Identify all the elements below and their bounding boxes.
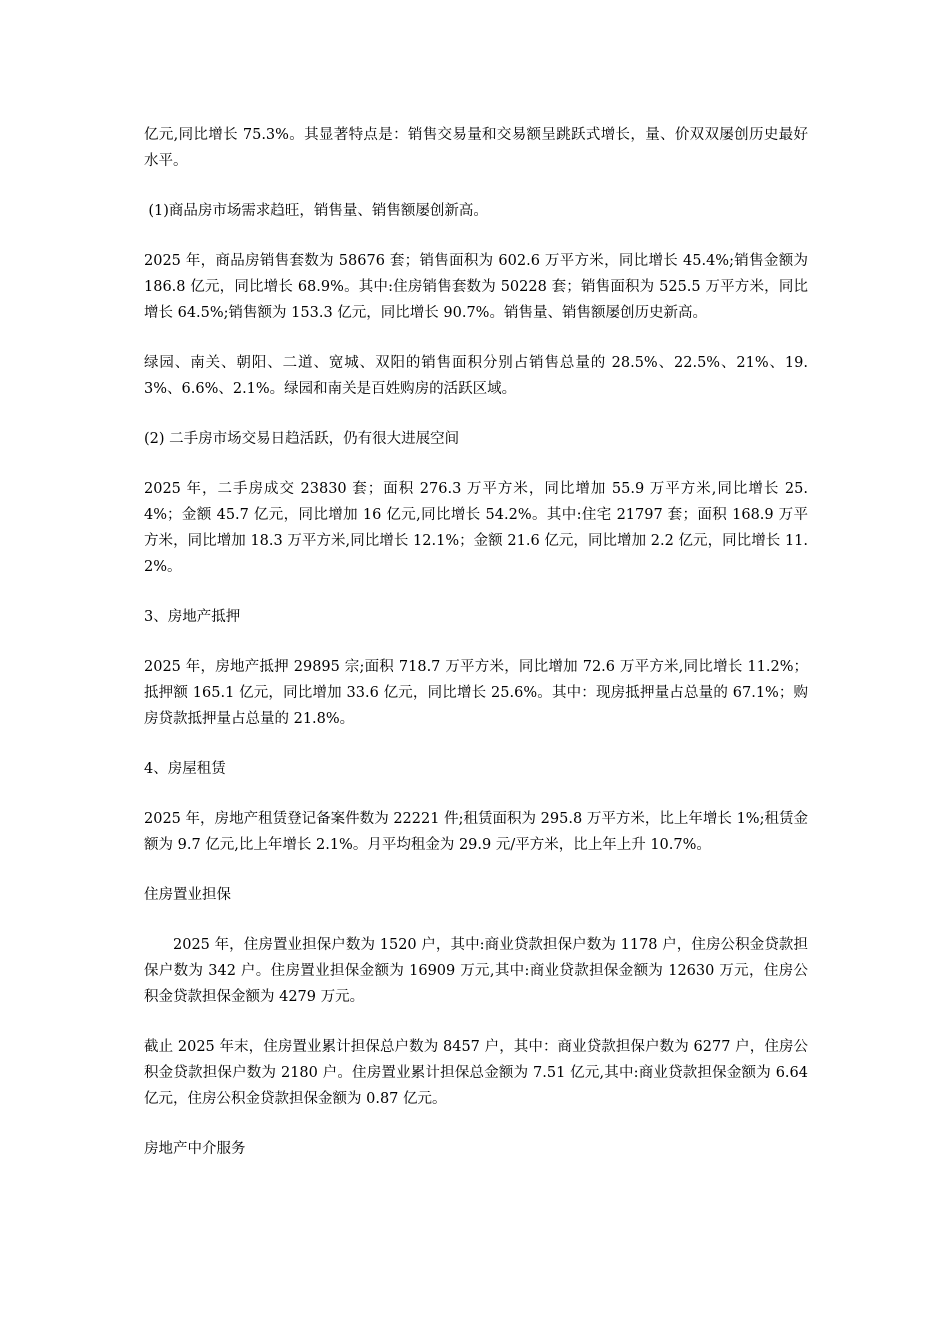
- paragraph-second-hand-transactions: 2025 年，二手房成交 23830 套；面积 276.3 万平方米，同比增加 55.9 万平方米,同比增长 25.4%；金额 45.7 亿元，同比增加 16 亿元,同比增长 54.2%。其中:住宅 21797 套；面积 168.9 万平方米，同比增加 18.3 万平方米,同比增长 12.1%；金额 21.6 亿元，同比增加 2.2 亿元，同比增长 11.2%。: [144, 481, 808, 575]
- paragraph-mortgage: 2025 年，房地产抵押 29895 宗;面积 718.7 万平方米，同比增加 72.6 万平方米,同比增长 11.2%；抵押额 165.1 亿元，同比增加 33.6 亿元，同比增长 25.6%。其中：现房抵押量占总量的 67.1%；购房贷款抵押量占总量的 21.8%。: [144, 659, 808, 727]
- paragraph-leasing: 2025 年，房地产租赁登记备案件数为 22221 件;租赁面积为 295.8 万平方米，比上年增长 1%;租赁金额为 9.7 亿元,比上年增长 2.1%。月平均租金为 29.9 元/平方米，比上年上升 10.7%。: [144, 811, 808, 853]
- paragraph-district-shares: 绿园、南关、朝阳、二道、宽城、双阳的销售面积分别占销售总量的 28.5%、22.5%、21%、19.3%、6.6%、2.1%。绿园和南关是百姓购房的活跃区域。: [144, 355, 808, 397]
- heading-housing-guarantee: 住房置业担保: [144, 887, 231, 903]
- paragraph-guarantee-cumulative: 截止 2025 年末，住房置业累计担保总户数为 8457 户，其中：商业贷款担保户数为 6277 户，住房公积金贷款担保户数为 2180 户。住房置业累计担保总金额为 7.51 亿元,其中:商业贷款担保金额为 6.64 亿元，住房公积金贷款担保金额为 0.87 亿元。: [144, 1039, 808, 1107]
- heading-second-hand-market: (2) 二手房市场交易日趋活跃，仍有很大进展空间: [144, 431, 460, 447]
- heading-commercial-housing: (1)商品房市场需求趋旺，销售量、销售额屡创新高。: [148, 203, 488, 219]
- paragraph-sales-summary: 亿元,同比增长 75.3%。其显著特点是：销售交易量和交易额呈跳跃式增长，量、价双双屡创历史最好水平。: [144, 127, 808, 169]
- heading-intermediary-services: 房地产中介服务: [144, 1141, 246, 1157]
- paragraph-guarantee-2025: 2025 年，住房置业担保户数为 1520 户，其中:商业贷款担保户数为 1178 户，住房公积金贷款担保户数为 342 户。住房置业担保金额为 16909 万元,其中:商业贷款担保金额为 12630 万元，住房公积金贷款担保金额为 4279 万元。: [144, 937, 808, 1005]
- document-page: [144, 122, 808, 1162]
- heading-mortgage: 3、房地产抵押: [144, 609, 241, 625]
- paragraph-commercial-housing-sales: 2025 年，商品房销售套数为 58676 套；销售面积为 602.6 万平方米，同比增长 45.4%;销售金额为 186.8 亿元，同比增长 68.9%。其中:住房销售套数为 50228 套；销售面积为 525.5 万平方米，同比增长 64.5%;销售额为 153.3 亿元，同比增长 90.7%。销售量、销售额屡创历史新高。: [144, 253, 808, 321]
- heading-leasing: 4、房屋租赁: [144, 761, 226, 777]
